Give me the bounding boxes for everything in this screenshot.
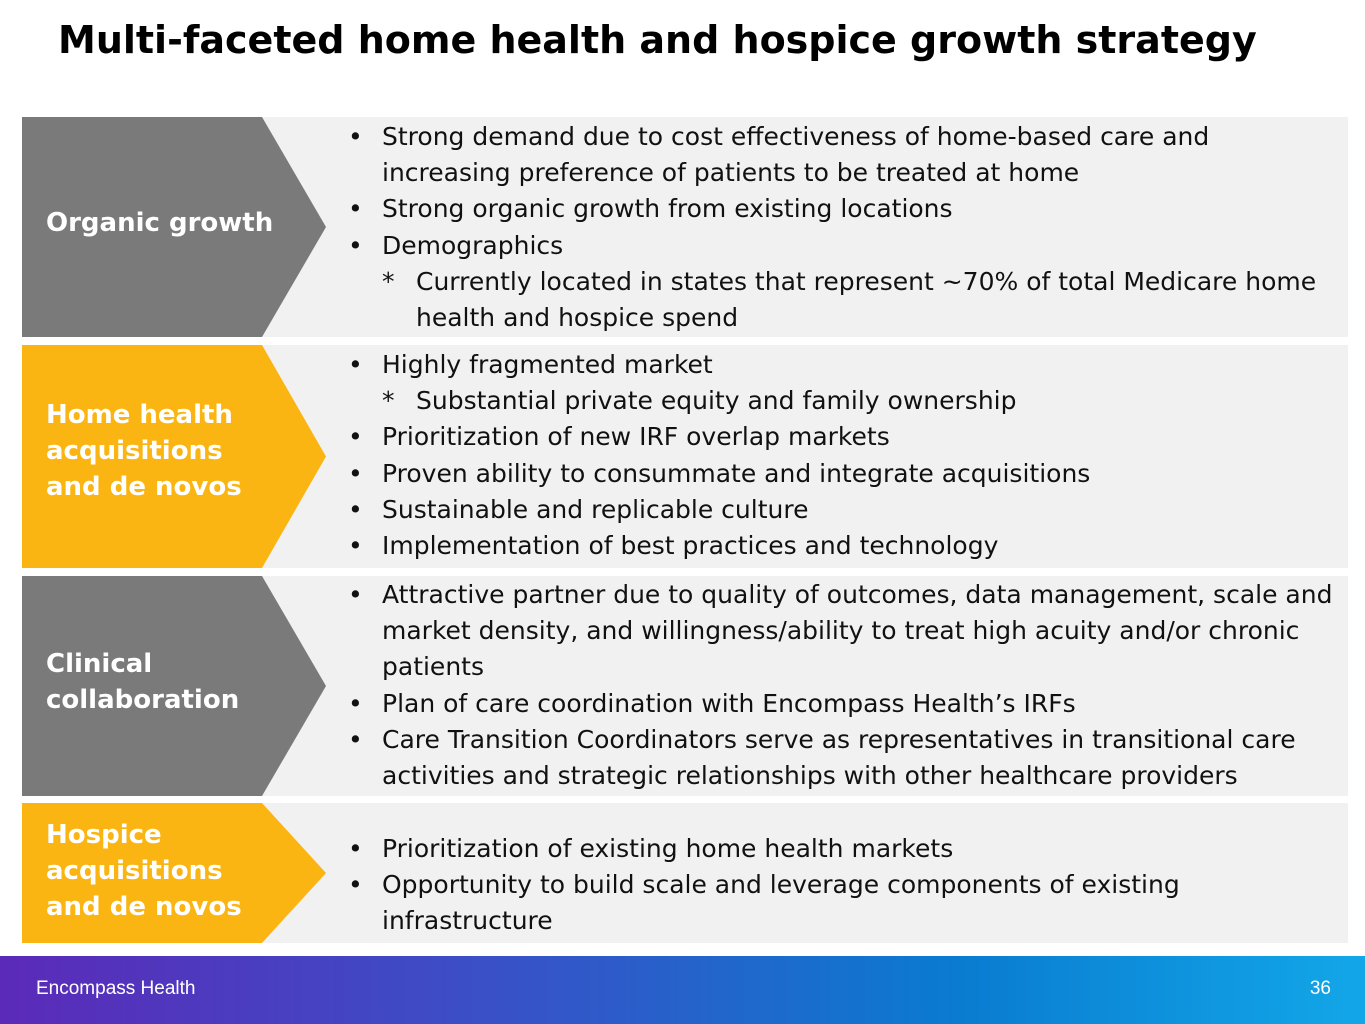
row-bullets — [348, 347, 1338, 564]
row-bullets — [348, 577, 1338, 794]
page-number: 36 — [1309, 978, 1331, 999]
row-bullets — [348, 831, 1338, 940]
bullet-item: • Care Transition Coordinators serve as representatives in transitional care activities and strategic relationships with other healthcare providers — [348, 722, 1338, 794]
strategy-row-organic-growth — [22, 117, 1348, 337]
bullet-item: • Implementation of best practices and technology — [348, 528, 1338, 564]
bullet-item: • Strong demand due to cost effectiveness of home-based care and increasing preference of patients to be treated at home — [348, 119, 1338, 191]
slide-title: Multi-faceted home health and hospice growth strategy — [58, 18, 1257, 62]
bullet-item: • Prioritization of new IRF overlap markets — [348, 419, 1338, 455]
row-label: Home health acquisitions and de novos — [46, 400, 242, 502]
bullet-item: • Plan of care coordination with Encompass Health’s IRFs — [348, 686, 1338, 722]
bullet-item: • Prioritization of existing home health markets — [348, 831, 1338, 867]
row-label: Clinical collaboration — [46, 649, 240, 715]
bullet-item: • Sustainable and replicable culture — [348, 492, 1338, 528]
bullet-item: • Strong organic growth from existing locations — [348, 191, 1338, 227]
bullet-item: • Attractive partner due to quality of outcomes, data management, scale and market density, and willingness/ability to treat high acuity and/or chronic patients — [348, 577, 1338, 686]
row-bullets — [348, 119, 1338, 336]
strategy-row-hospice-acquisitions — [22, 803, 1348, 943]
bullet-item: • Highly fragmented market — [348, 347, 1338, 383]
company-name: Encompass Health — [36, 978, 196, 999]
bullet-item: • Demographics — [348, 228, 1338, 264]
sub-bullet-item: * Substantial private equity and family ownership — [348, 383, 1338, 419]
strategy-row-clinical-collaboration — [22, 576, 1348, 796]
bullet-item: • Proven ability to consummate and integrate acquisitions — [348, 456, 1338, 492]
bullet-item: • Opportunity to build scale and leverage components of existing infrastructure — [348, 867, 1338, 939]
footer-bar — [0, 956, 1365, 1024]
strategy-row-home-health-acquisitions — [22, 345, 1348, 568]
row-label: Hospice acquisitions and de novos — [46, 820, 242, 922]
sub-bullet-item: * Currently located in states that represent ~70% of total Medicare home health and hospice spend — [348, 264, 1338, 336]
row-label: Organic growth — [46, 208, 274, 238]
